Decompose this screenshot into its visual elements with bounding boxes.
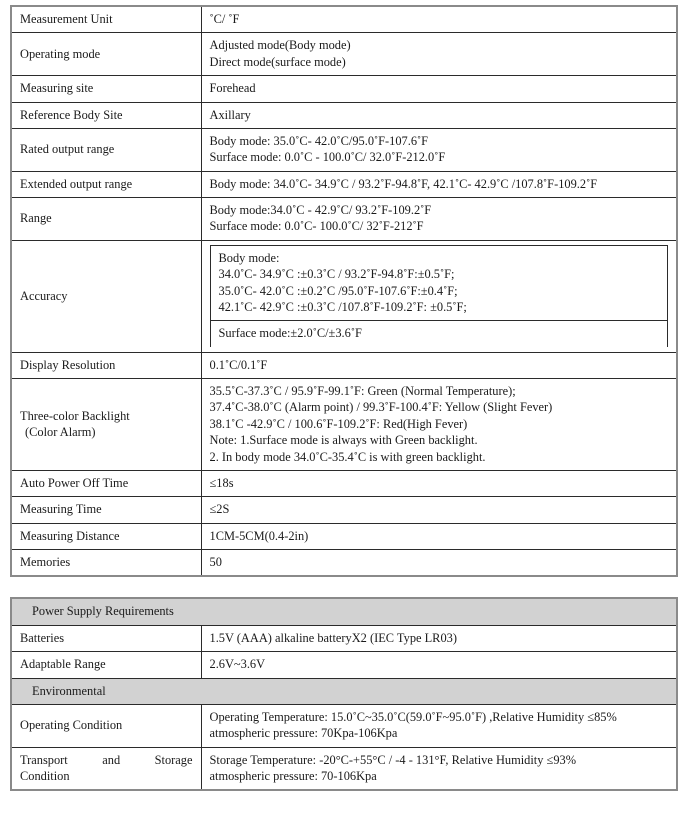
row-label: Reference Body Site	[11, 102, 201, 128]
row-value	[201, 171, 677, 197]
row-value	[201, 550, 677, 577]
row-label: Measuring site	[11, 76, 201, 102]
row-label: Accuracy	[11, 240, 201, 352]
row-value	[201, 198, 677, 241]
table-row	[11, 102, 677, 128]
value-line: 38.1˚C -42.9˚C / 100.6˚F-109.2˚F: Red(High Fever)	[209, 416, 468, 431]
table-row-accuracy	[11, 240, 677, 352]
row-value	[201, 128, 677, 171]
table-row	[11, 198, 677, 241]
table-row	[11, 747, 677, 790]
row-label-line1: Three-color Backlight	[20, 408, 130, 423]
value-line: atmospheric pressure: 70-106Kpa	[209, 769, 377, 783]
row-label: Measuring Distance	[11, 523, 201, 549]
table-row	[11, 379, 677, 471]
value-line: Storage Temperature: -20°C-+55°C / -4 - 131°F, Relative Humidity ≤93%	[209, 752, 577, 767]
table-row	[11, 352, 677, 378]
table-row	[11, 625, 677, 651]
table-row	[11, 6, 677, 33]
row-value	[201, 470, 677, 496]
row-label: Measuring Time	[11, 497, 201, 523]
table-row	[11, 171, 677, 197]
value-line: Surface mode:±2.0˚C/±3.6˚F	[218, 326, 362, 341]
row-label-line2: (Color Alarm)	[25, 424, 96, 439]
value-line: Operating Temperature: 15.0˚C~35.0˚C(59.0˚F~95.0˚F) ,Relative Humidity ≤85%	[209, 709, 617, 724]
table-row	[11, 550, 677, 577]
row-label: Rated output range	[11, 128, 201, 171]
row-label: Adaptable Range	[11, 652, 201, 678]
row-label: Auto Power Off Time	[11, 470, 201, 496]
value-line: Adjusted mode(Body mode)	[209, 38, 351, 53]
value-line: atmospheric pressure: 70Kpa-106Kpa	[209, 726, 398, 741]
value-line: Note: 1.Surface mode is always with Green backlight.	[209, 433, 478, 448]
value-line: 1CM-5CM(0.4-2in)	[209, 528, 309, 543]
table-gap	[10, 577, 678, 597]
table-row	[11, 76, 677, 102]
value-line: 1.5V (AAA) alkaline batteryX2 (IEC Type LR03)	[209, 630, 457, 645]
row-value	[201, 352, 677, 378]
row-value	[201, 379, 677, 471]
row-label: Memories	[11, 550, 201, 577]
row-label	[11, 747, 201, 790]
row-label: Display Resolution	[11, 352, 201, 378]
table-row	[11, 704, 677, 747]
row-value	[201, 240, 677, 352]
section-header-label: Power Supply Requirements	[32, 604, 174, 619]
accuracy-body-mode-row	[210, 245, 668, 321]
value-line: Body mode:	[218, 250, 280, 265]
row-label: Batteries	[11, 625, 201, 651]
table-row	[11, 523, 677, 549]
section-header-cell	[11, 678, 677, 704]
value-line: Forehead	[209, 81, 256, 96]
row-value	[201, 523, 677, 549]
value-line: 2.6V~3.6V	[209, 657, 266, 672]
row-label-line1: Transport and Storage	[20, 752, 193, 767]
section-header-power-supply	[11, 598, 677, 625]
value-line: 35.0˚C- 42.0˚C :±0.2˚C /95.0˚F-107.6˚F:±0.4˚F;	[218, 283, 458, 298]
row-value	[201, 33, 677, 76]
value-line: ≤18s	[209, 475, 234, 490]
section-header-environmental	[11, 678, 677, 704]
specification-table	[10, 5, 678, 577]
value-line: Body mode: 35.0˚C- 42.0˚C/95.0˚F-107.6˚F	[209, 133, 429, 148]
row-label: Extended output range	[11, 171, 201, 197]
value-line: 2. In body mode 34.0˚C-35.4˚C is with green backlight.	[209, 449, 486, 464]
value-line: ˚C/ ˚F	[209, 12, 240, 26]
row-value	[201, 76, 677, 102]
value-line: 35.5˚C-37.3˚C / 95.9˚F-99.1˚F: Green (Normal Temperature);	[209, 384, 516, 398]
table-row	[11, 497, 677, 523]
table-row	[11, 652, 677, 678]
row-value	[201, 652, 677, 678]
row-value	[201, 6, 677, 33]
accuracy-surface-mode-row	[210, 321, 668, 347]
accuracy-surface-mode	[210, 321, 668, 347]
row-label: Operating mode	[11, 33, 201, 76]
value-line: 34.0˚C- 34.9˚C :±0.3˚C / 93.2˚F-94.8˚F:±0.5˚F;	[218, 267, 455, 282]
value-line: 37.4˚C-38.0˚C (Alarm point) / 99.3˚F-100.4˚F: Yellow (Slight Fever)	[209, 400, 553, 415]
section-header-cell	[11, 598, 677, 625]
row-value	[201, 497, 677, 523]
row-label: Measurement Unit	[11, 6, 201, 33]
row-value	[201, 747, 677, 790]
value-line: Body mode:34.0˚C - 42.9˚C/ 93.2˚F-109.2˚F	[209, 203, 432, 217]
value-line: Surface mode: 0.0˚C - 100.0˚C/ 32.0˚F-212.0˚F	[209, 150, 446, 165]
row-value	[201, 102, 677, 128]
row-label-line2: Condition	[20, 769, 70, 783]
accuracy-subtable	[210, 245, 669, 347]
value-line: Axillary	[209, 107, 251, 122]
value-line: Direct mode(surface mode)	[209, 54, 346, 69]
table-row	[11, 128, 677, 171]
row-label	[11, 379, 201, 471]
value-line: Surface mode: 0.0˚C- 100.0˚C/ 32˚F-212˚F	[209, 219, 424, 234]
table-row	[11, 33, 677, 76]
value-line: 50	[209, 555, 222, 569]
value-line: 0.1˚C/0.1˚F	[209, 357, 268, 372]
accuracy-body-mode	[210, 245, 668, 321]
row-label: Range	[11, 198, 201, 241]
row-value	[201, 625, 677, 651]
value-line: 42.1˚C- 42.9˚C :±0.3˚C /107.8˚F-109.2˚F: ±0.5˚F;	[218, 299, 467, 314]
value-line: Body mode: 34.0˚C- 34.9˚C / 93.2˚F-94.8˚F, 42.1˚C- 42.9˚C /107.8˚F-109.2˚F	[209, 176, 598, 191]
table-row	[11, 470, 677, 496]
row-value	[201, 704, 677, 747]
section-header-label: Environmental	[32, 683, 106, 698]
row-label: Operating Condition	[11, 704, 201, 747]
power-environment-table	[10, 597, 678, 791]
value-line: ≤2S	[209, 502, 230, 517]
